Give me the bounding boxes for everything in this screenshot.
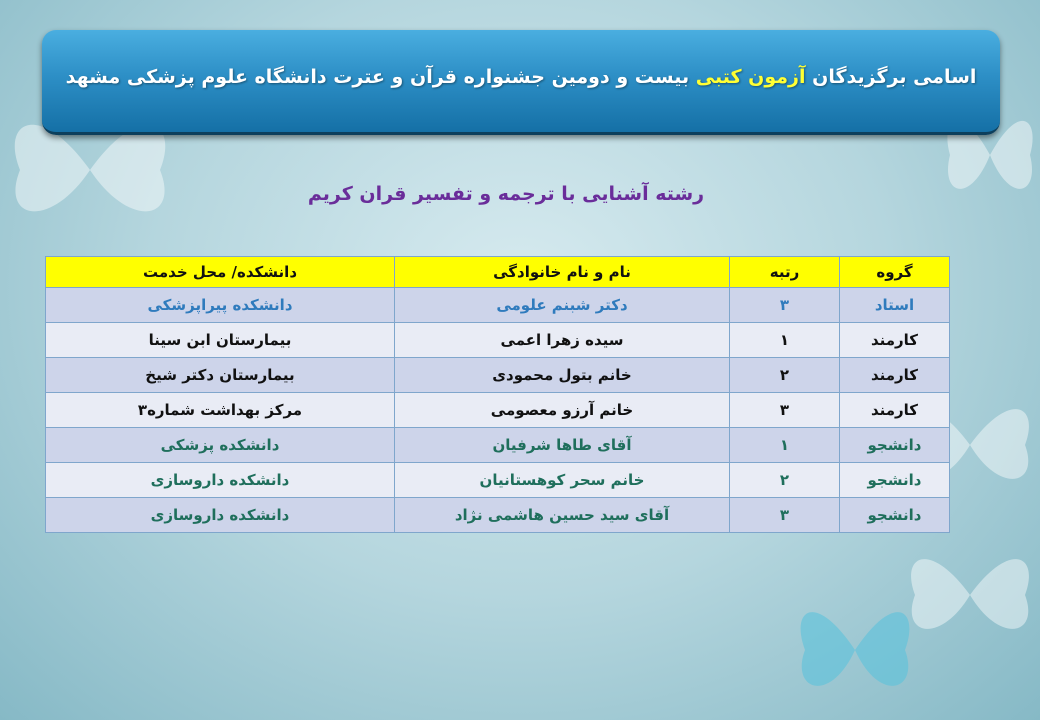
title-part2: بیست و دومین جشنواره قرآن و عترت دانشگاه علوم پزشکی مشهد: [65, 66, 690, 88]
table-row: [46, 358, 950, 393]
cell-rank: ۱: [730, 323, 840, 358]
cell-place: دانشکده داروسازی: [46, 498, 395, 533]
winners-table: [45, 256, 950, 533]
cell-rank: ۲: [730, 358, 840, 393]
cell-group: دانشجو: [840, 428, 950, 463]
header-name: نام و نام خانوادگی: [395, 257, 730, 288]
cell-group: استاد: [840, 288, 950, 323]
cell-name: خانم آرزو معصومی: [395, 393, 730, 428]
table-row: [46, 393, 950, 428]
cell-name: خانم سحر کوهستانیان: [395, 463, 730, 498]
cell-name: سیده زهرا اعمی: [395, 323, 730, 358]
cell-group: دانشجو: [840, 463, 950, 498]
table-row: [46, 428, 950, 463]
cell-place: دانشکده پزشکی: [46, 428, 395, 463]
cell-name: آقای سید حسین هاشمی نژاد: [395, 498, 730, 533]
title-part1: اسامی برگزیدگان: [812, 66, 977, 88]
cell-group: دانشجو: [840, 498, 950, 533]
slide-title: [42, 66, 1000, 88]
cell-place: مرکز بهداشت شماره۳: [46, 393, 395, 428]
butterfly-decoration: [900, 540, 1040, 650]
cell-rank: ۲: [730, 463, 840, 498]
table-row: [46, 323, 950, 358]
cell-place: بیمارستان ابن سینا: [46, 323, 395, 358]
cell-rank: ۳: [730, 393, 840, 428]
cell-place: بیمارستان دکتر شیخ: [46, 358, 395, 393]
cell-name: خانم بتول محمودی: [395, 358, 730, 393]
title-highlight: آزمون کتبی: [695, 66, 806, 88]
table-header-row: [46, 257, 950, 288]
title-banner: [42, 30, 1000, 135]
cell-place: دانشکده پیراپزشکی: [46, 288, 395, 323]
cell-name: آقای طاها شرفیان: [395, 428, 730, 463]
cell-name: دکتر شبنم علومی: [395, 288, 730, 323]
table-row: [46, 498, 950, 533]
cell-group: کارمند: [840, 323, 950, 358]
header-rank: رتبه: [730, 257, 840, 288]
header-place: دانشکده/ محل خدمت: [46, 257, 395, 288]
cell-rank: ۱: [730, 428, 840, 463]
cell-rank: ۳: [730, 498, 840, 533]
subtitle: رشته آشنایی با ترجمه و تفسیر قران کریم: [307, 183, 705, 205]
table-row: [46, 288, 950, 323]
table-row: [46, 463, 950, 498]
cell-group: کارمند: [840, 358, 950, 393]
butterfly-decoration: [790, 590, 920, 710]
cell-group: کارمند: [840, 393, 950, 428]
cell-rank: ۳: [730, 288, 840, 323]
cell-place: دانشکده داروسازی: [46, 463, 395, 498]
header-group: گروه: [840, 257, 950, 288]
